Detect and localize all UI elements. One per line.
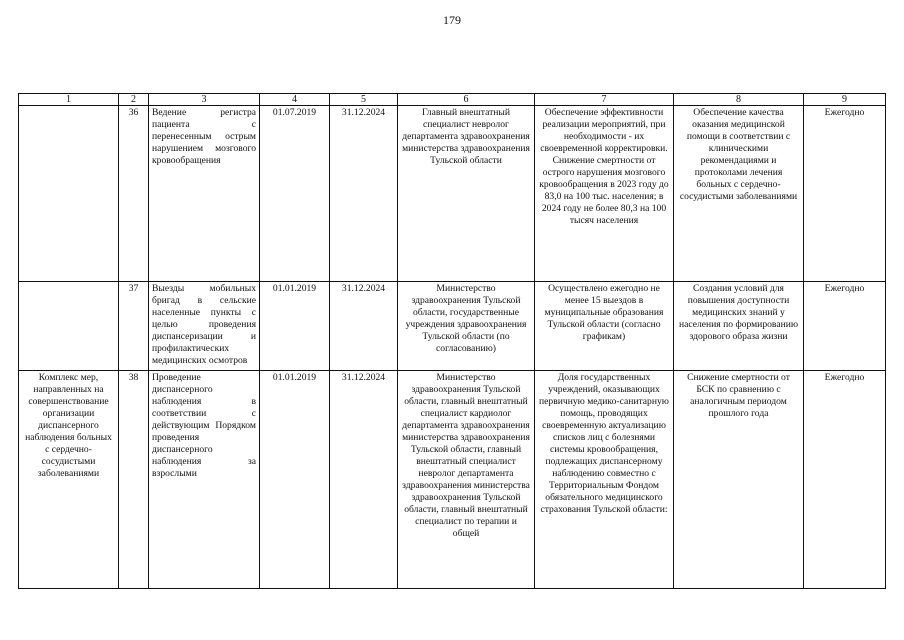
table-row (19, 282, 886, 371)
start-date: 01.07.2019 (260, 106, 330, 282)
expected-result: Доля государственных учреждений, оказывающих первичную медико-санитарную помощь, проводящих своевременную актуализацию списков лиц с болезнями системы кровообращения, подлежащих диспансерному наблюдению совместно с Территориальным Фондом обязательного медицинского страхования Тульской области: (535, 371, 674, 589)
header-row (19, 94, 886, 106)
frequency: Ежегодно (804, 282, 886, 371)
start-date: 01.01.2019 (260, 282, 330, 371)
expected-result: Осуществлено ежегодно не менее 15 выездов в муниципальные образования Тульской области (согласно графикам) (535, 282, 674, 371)
end-date: 31.12.2024 (330, 282, 398, 371)
frequency: Ежегодно (804, 106, 886, 282)
measure-name: Выезды мобильных бригад в сельские населенные пункты с целью проведения диспансеризации и профилактических медицинских осмотров (149, 282, 260, 371)
end-date: 31.12.2024 (330, 371, 398, 589)
start-date: 01.01.2019 (260, 371, 330, 589)
measures-table (18, 93, 886, 589)
goal: Обеспечение качества оказания медицинской помощи в соответствии с клиническими рекомендациями и протоколами лечения больных с сердечно-сосудистыми заболеваниями (674, 106, 804, 282)
end-date: 31.12.2024 (330, 106, 398, 282)
header-cell: 2 (119, 94, 149, 106)
row-number: 36 (119, 106, 149, 282)
header-cell: 4 (260, 94, 330, 106)
row-number: 37 (119, 282, 149, 371)
page-number: 179 (443, 13, 461, 27)
header-cell: 5 (330, 94, 398, 106)
responsible: Главный внештатный специалист невролог департамента здравоохранения министерства здравоохранения Тульской области (398, 106, 535, 282)
responsible: Министерство здравоохранения Тульской области, главный внештатный специалист кардиолог департамента здравоохранения министерства здравоохранения Тульской области, главный внештатный специалист невролог департамента здравоохранения министерства здравоохранения Тульской области, главный внештатный специалист по терапии и общей (398, 371, 535, 589)
header-cell: 7 (535, 94, 674, 106)
responsible: Министерство здравоохранения Тульской области, государственные учреждения здравоохранения Тульской области (по согласованию) (398, 282, 535, 371)
header-cell: 3 (149, 94, 260, 106)
goal: Снижение смертности от БСК по сравнению с аналогичным периодом прошлого года (674, 371, 804, 589)
header-cell: 9 (804, 94, 886, 106)
goal: Создания условий для повышения доступности медицинских знаний у населения по формированию здорового образа жизни (674, 282, 804, 371)
row-number: 38 (119, 371, 149, 589)
header-cell: 6 (398, 94, 535, 106)
task-group-cell (19, 106, 119, 282)
expected-result: Обеспечение эффективности реализации мероприятий, при необходимости - их своевременной корректировки. Снижение смертности от острого нарушения мозгового кровообращения в 2023 году до 83,0 на 100 тыс. населения; в 2024 году не более 80,3 на 100 тысяч населения (535, 106, 674, 282)
table-row (19, 106, 886, 282)
frequency: Ежегодно (804, 371, 886, 589)
task-group-cell: Комплекс мер, направленных на совершенствование организации диспансерного наблюдения больных с сердечно-сосудистыми заболеваниями (19, 371, 119, 589)
measure-name: Ведение регистра пациента с перенесенным острым нарушением мозгового кровообращения (149, 106, 260, 282)
task-group-cell (19, 282, 119, 371)
header-cell: 8 (674, 94, 804, 106)
table-row (19, 371, 886, 589)
measure-name: Проведение диспансерного наблюдения в соответствии с действующим Порядком проведения диспансерного наблюдения за взрослыми (149, 371, 260, 589)
header-cell: 1 (19, 94, 119, 106)
